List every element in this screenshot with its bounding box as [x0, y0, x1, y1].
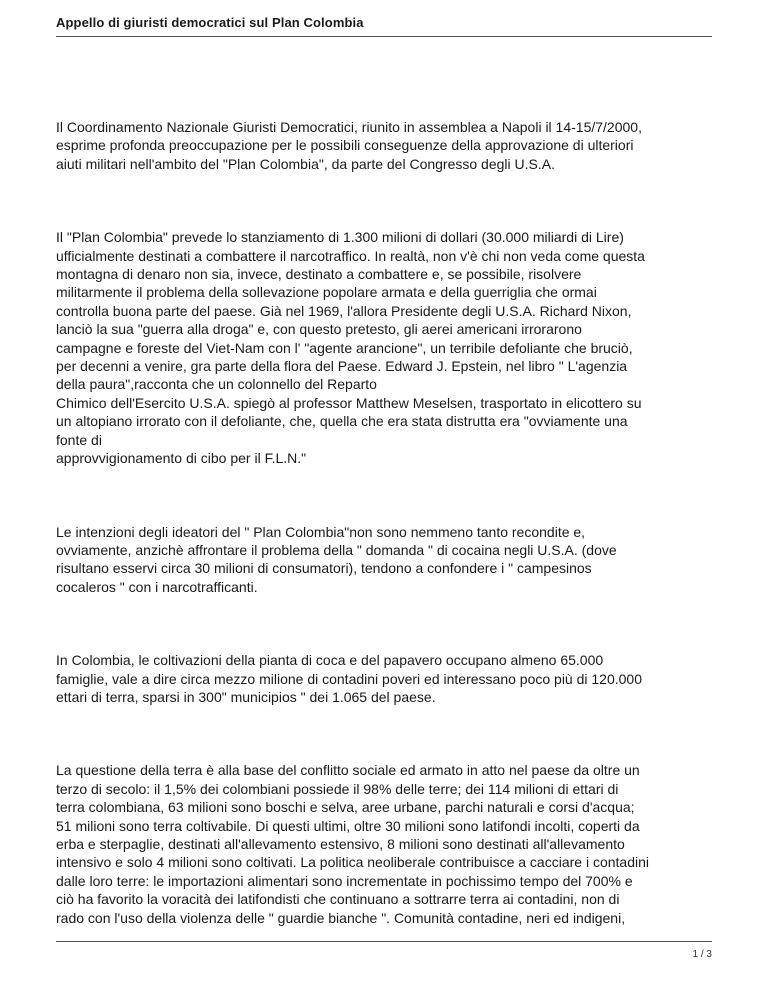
paragraph-intro: Il Coordinamento Nazionale Giuristi Democratici, riunito in assemblea a Napoli il 14-15/7/2000, esprime profonda preoccupazione per le possibili conseguenze della approvazione di ulteriori aiuti militari nell'ambito del "Plan Colombia", da parte del Congresso degli U.S.A. [56, 119, 642, 172]
document-title: Appello di giuristi democratici sul Plan Colombia [56, 15, 364, 30]
paragraph-land-question: La questione della terra è alla base del conflitto sociale ed armato in atto nel paese da oltre un terzo di secolo: il 1,5% dei colombiani possiede il 98% delle terre; dei 114 milioni di ettari di terra colombiana, 63 milioni sono boschi e selva, aree urbane, parchi naturali e corsi d'acqua; 51 milioni sono terra coltivabile. Di questi ultimi, oltre 30 milioni sono latifondi incolti, coperti da erba e sterpaglie, destinati all'allevamento estensivo, 8 milioni sono destinati all'allevamento intensivo e solo 4 milioni sono coltivati. La politica neoliberale contribuisce a cacciare i contadini dalle loro terre: le importazioni alimentari sono incrementate in pochissimo tempo del 700% e ciò ha favorito la voracità dei latifondisti che continuano a sottrarre terra ai contadini, non di rado con l'uso della violenza delle " guardie bianche ". Comunità contadine, neri ed indigeni, [56, 762, 649, 926]
paragraph-intentions: Le intenzioni degli ideatori del " Plan Colombia"non sono nemmeno tanto recondite e, ovviamente, anzichè affrontare il problema della " domanda " di cocaina negli U.S.A. (dove risultano esservi circa 30 milioni di consumatori), tendono a confondere i " campesinos cocaleros " con i narcotrafficanti. [56, 523, 617, 595]
paragraph-cultivations: In Colombia, le coltivazioni della pianta di coca e del papavero occupano almeno 65.000 famiglie, vale a dire circa mezzo milione di contadini poveri ed interessano poco più di 120.000 ettari di terra, sparsi in 300" municipios " dei 1.065 del paese. [56, 652, 642, 705]
page-number: 1 / 3 [692, 949, 712, 960]
page-header [56, 10, 712, 37]
document-body [56, 118, 716, 927]
paragraph-plan-colombia: Il "Plan Colombia" prevede lo stanziamento di 1.300 milioni di dollari (30.000 miliardi di Lire) ufficialmente destinati a combattere il narcotraffico. In realtà, non v'è chi non veda come questa montagna di denaro non sia, invece, destinato a combattere e, se possibile, risolvere militarmente il problema della sollevazione popolare armata e della guerriglia che ormai controlla buona parte del paese. Già nel 1969, l'allora Presidente degli U.S.A. Richard Nixon, lanciò la sua "guerra alla droga" e, con questo pretesto, gli aerei americani irrorarono campagne e foreste del Viet-Nam con l' "agente arancione", un terribile defoliante che bruciò, per decenni a venire, gra parte della flora del Paese. Edward J. Epstein, nel libro " L'agenzia della paura",racconta che un colonnello del Reparto Chimico dell'Esercito U.S.A. spiegò al professor Matthew Meselsen, trasportato in elicottero su un altopiano irrorato con il defoliante, che, quella che era stata distrutta era "ovviamente una fonte di approvvigionamento di cibo per il F.L.N." [56, 229, 645, 467]
page-footer [56, 941, 712, 960]
